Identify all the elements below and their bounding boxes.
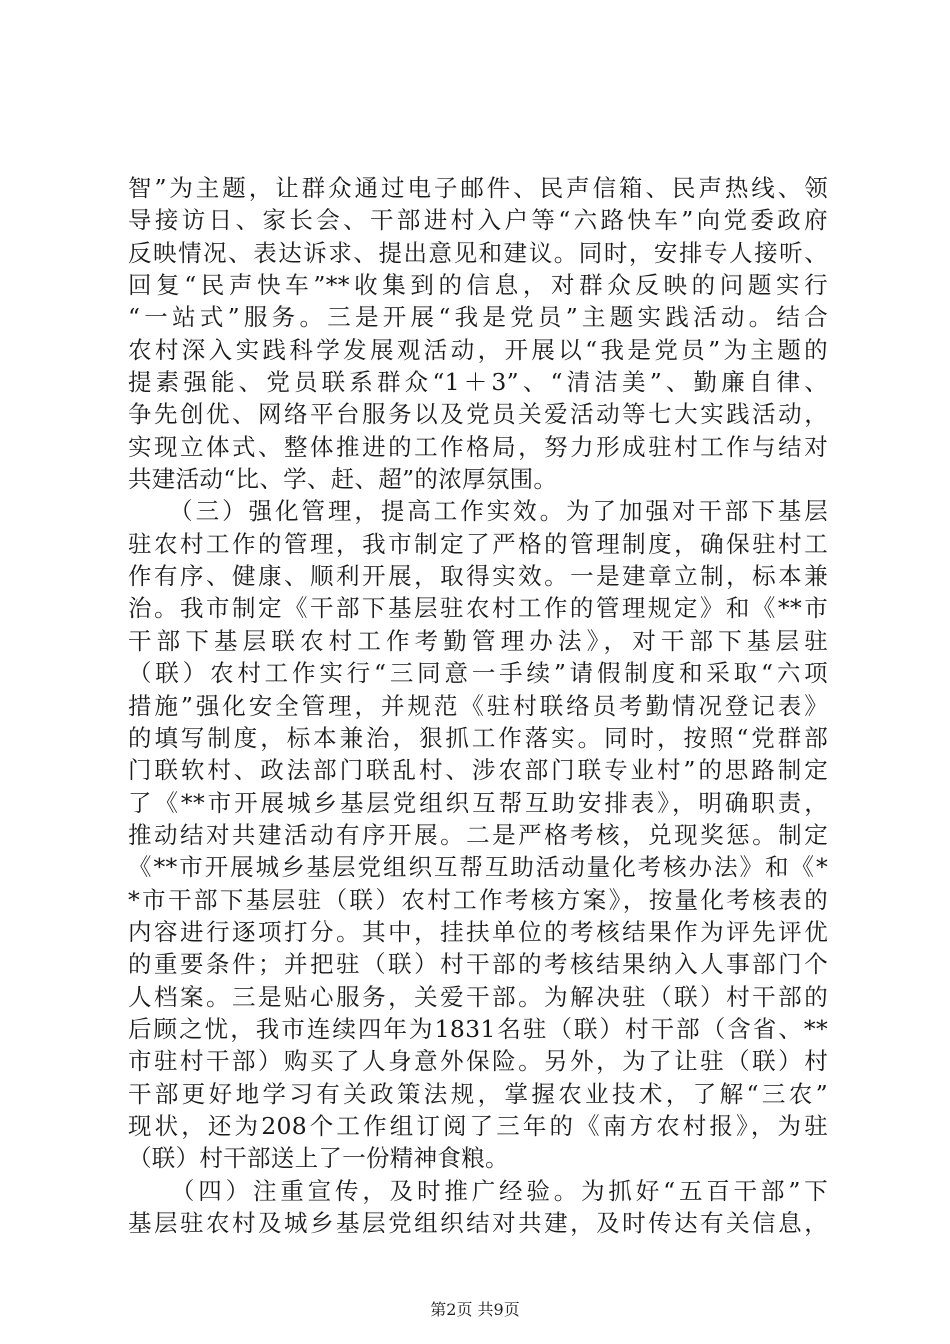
text-line: 门联软村、政法部门联乱村、涉农部门联专业村”的思路制定 [128,756,828,785]
text-line: （三）强化管理，提高工作实效。为了加强对干部下基层 [128,497,828,526]
text-line: 争先创优、网络平台服务以及党员关爱活动等七大实践活动， [128,400,828,429]
text-line: 市驻村干部）购买了人身意外保险。另外，为了让驻（联）村 [128,1047,828,1076]
text-line: 《**市开展城乡基层党组织互帮互助活动量化考核办法》和《* [128,853,828,882]
text-line: 提素强能、党员联系群众“1＋3”、“清洁美”、勤廉自律、 [128,368,828,397]
text-line: （联）村干部送上了一份精神食粮。 [128,1144,509,1173]
text-line: 基层驻农村及城乡基层党组织结对共建，及时传达有关信息， [128,1209,828,1237]
text-line: 现状，还为208个工作组订阅了三年的《南方农村报》，为驻 [128,1111,828,1140]
text-line: 反映情况、表达诉求、提出意见和建议。同时，安排专人接听、 [128,238,828,267]
body-text [128,172,828,1239]
text-line: 的重要条件；并把驻（联）村干部的考核结果纳入人事部门个 [128,950,828,979]
page-indicator: 第2页 共9页 [430,1300,520,1319]
text-line: 了《**市开展城乡基层党组织互帮互助安排表》，明确职责， [128,788,828,817]
text-line: *市干部下基层驻（联）农村工作考核方案》，按量化考核表的 [128,885,828,914]
text-line: 作有序、健康、顺利开展，取得实效。一是建章立制，标本兼 [128,562,828,591]
text-line: 干部更好地学习有关政策法规，掌握农业技术，了解“三农” [128,1079,828,1108]
text-line: 的填写制度，标本兼治，狠抓工作落实。同时，按照“党群部 [128,723,828,752]
text-line: 回复“民声快车”**收集到的信息，对群众反映的问题实行 [128,271,828,300]
text-line: 实现立体式、整体推进的工作格局，努力形成驻村工作与结对 [128,432,828,461]
text-line: 共建活动“比、学、赶、超”的浓厚氛围。 [128,465,558,494]
text-line: 干部下基层联农村工作考勤管理办法》，对干部下基层驻 [128,626,828,655]
text-line: 治。我市制定《干部下基层驻农村工作的管理规定》和《**市 [128,594,828,623]
text-line: 后顾之忧，我市连续四年为1831名驻（联）村干部（含省、** [128,1014,828,1043]
text-line: 导接访日、家长会、干部进村入户等“六路快车”向党委政府 [128,206,828,235]
text-line: 措施”强化安全管理，并规范《驻村联络员考勤情况登记表》 [128,691,828,720]
text-line: （联）农村工作实行“三同意一手续”请假制度和采取“六项 [128,659,828,688]
text-line: 农村深入实践科学发展观活动，开展以“我是党员”为主题的 [128,335,828,364]
text-line: 内容进行逐项打分。其中，挂扶单位的考核结果作为评先评优 [128,917,828,946]
text-line: 人档案。三是贴心服务，关爱干部。为解决驻（联）村干部的 [128,982,828,1011]
text-line: 智”为主题，让群众通过电子邮件、民声信箱、民声热线、领 [128,174,828,202]
text-line: 驻农村工作的管理，我市制定了严格的管理制度，确保驻村工 [128,529,828,558]
text-line: 推动结对共建活动有序开展。二是严格考核，兑现奖惩。制定 [128,820,828,849]
text-line: “一站式”服务。三是开展“我是党员”主题实践活动。结合 [128,303,828,332]
text-line: （四）注重宣传，及时推广经验。为抓好“五百干部”下 [128,1176,828,1205]
